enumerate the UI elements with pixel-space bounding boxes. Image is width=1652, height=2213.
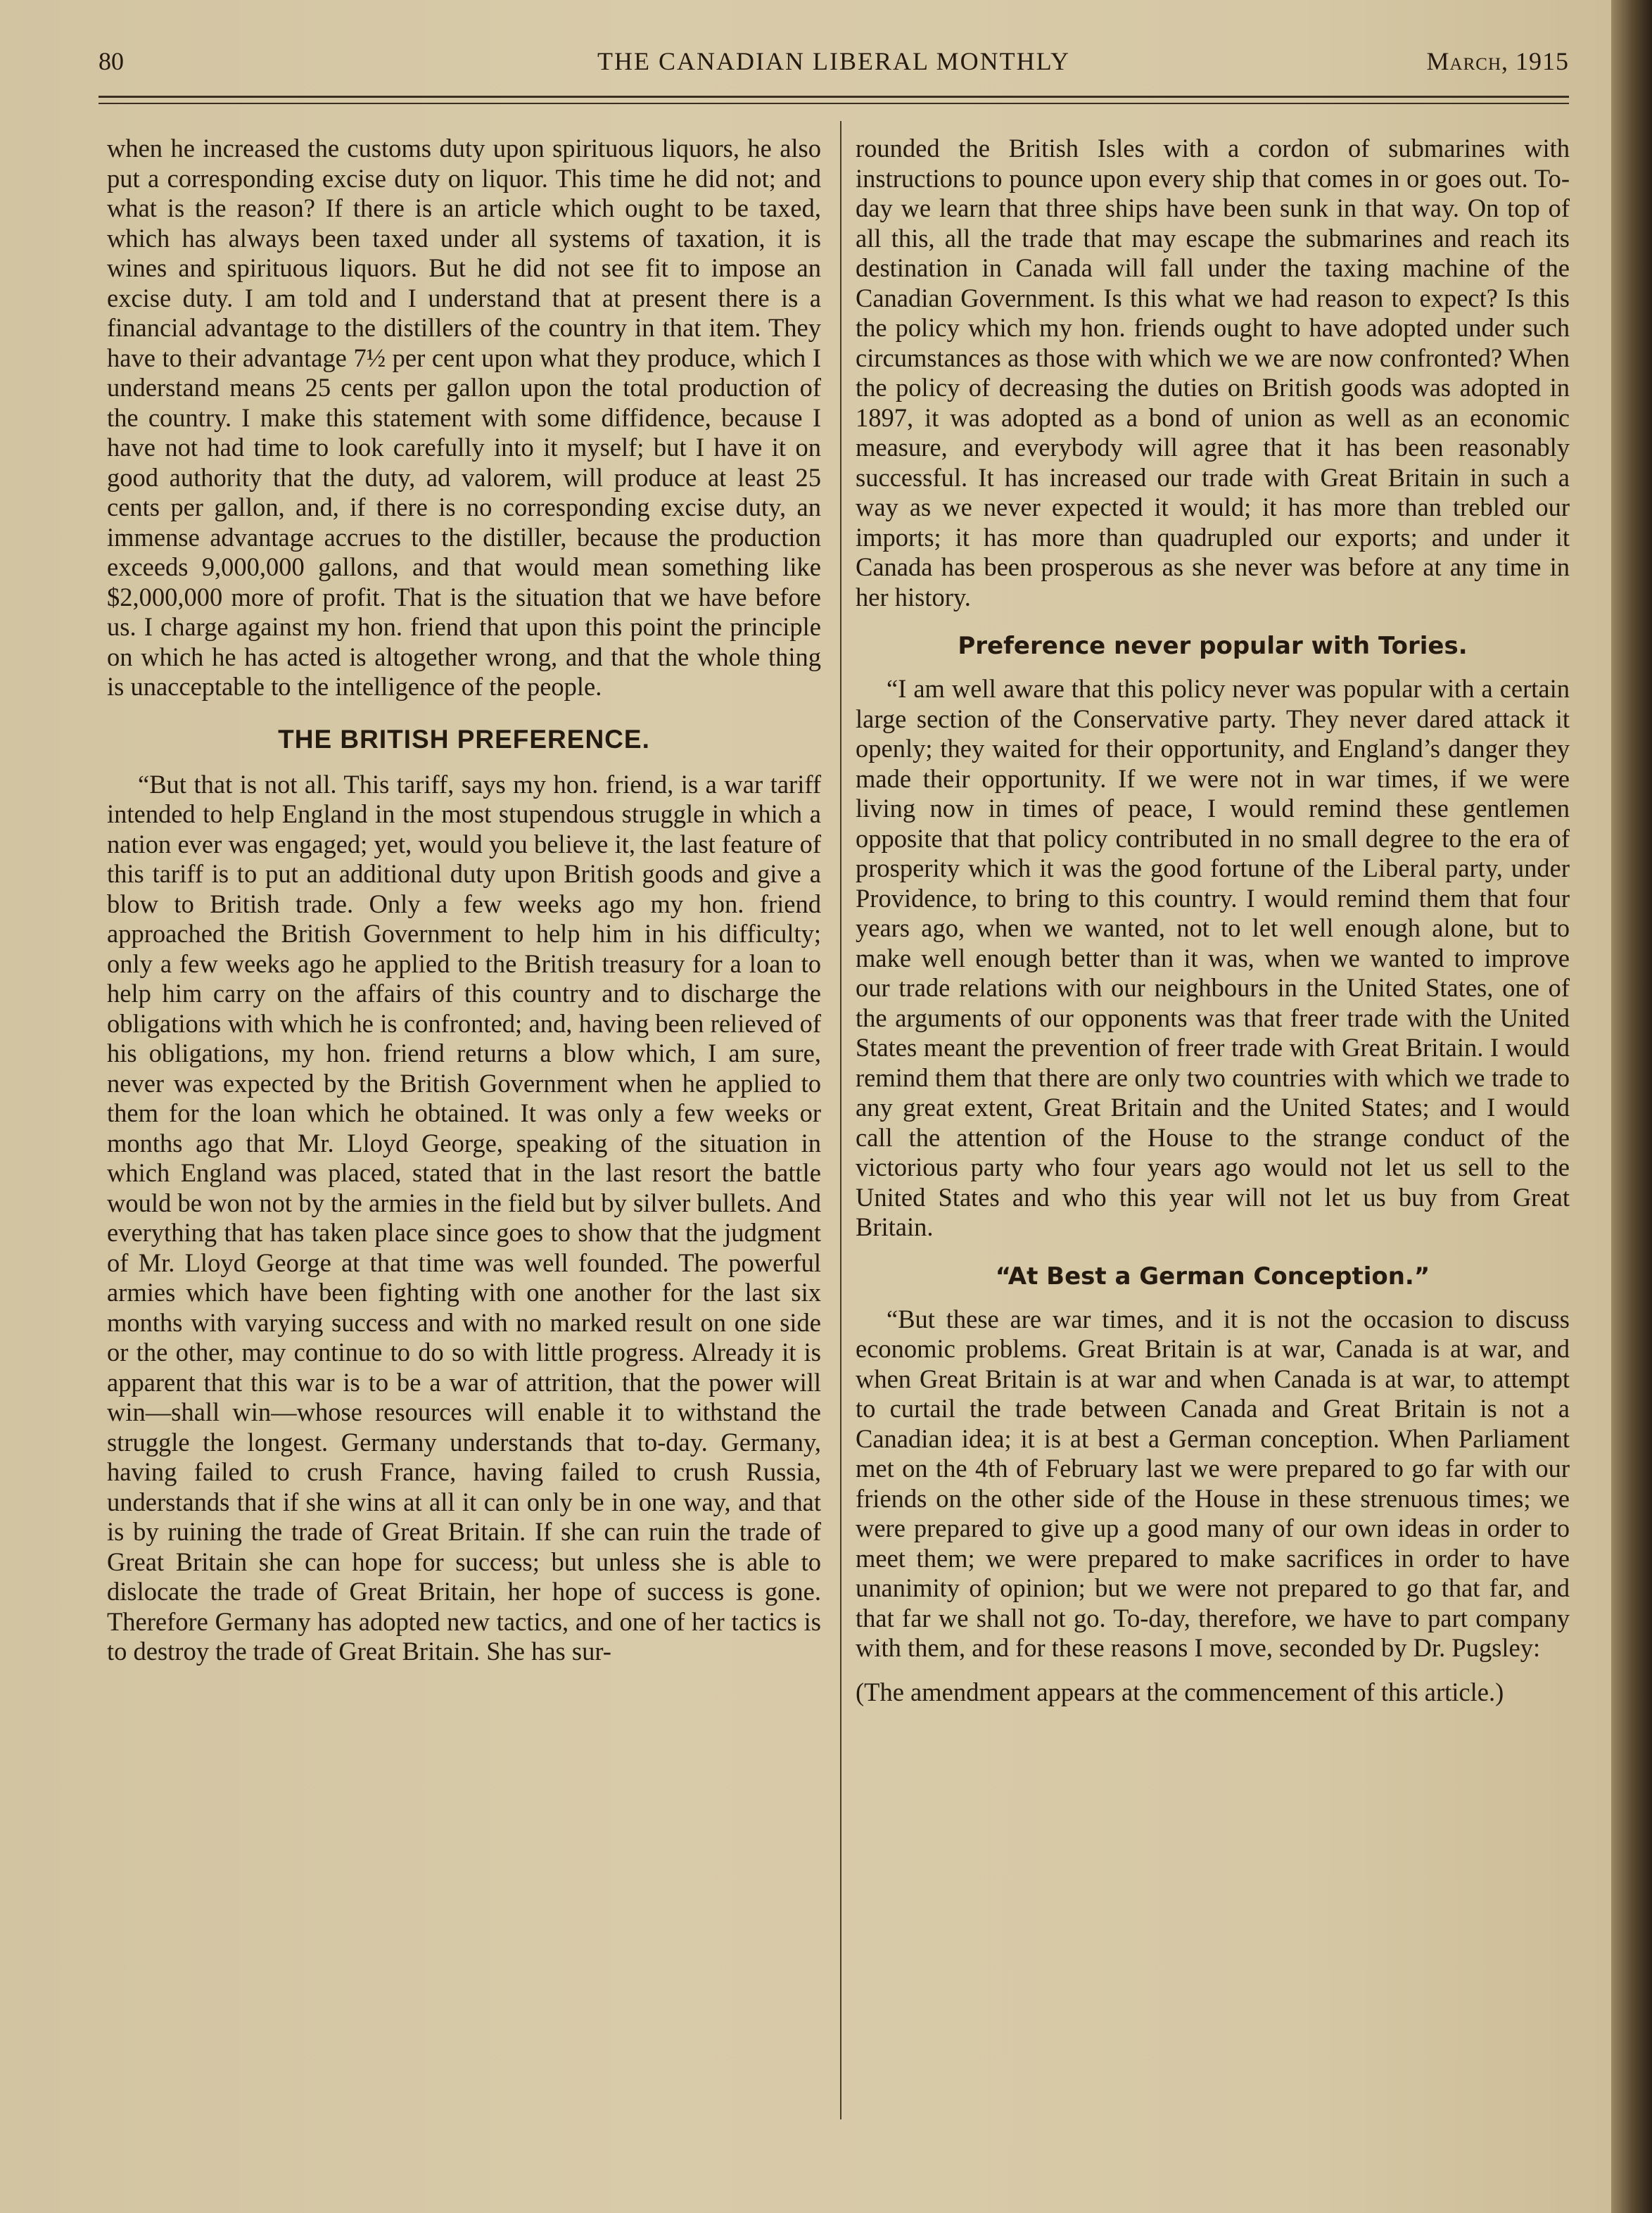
- issue-date: March, 1915: [1426, 47, 1569, 75]
- book-spine-shadow: [1611, 0, 1652, 2213]
- running-header: [99, 46, 1569, 89]
- subheading-german-conception: “At Best a German Conception.”: [995, 1262, 1430, 1291]
- left-column: [107, 134, 821, 1667]
- right-paragraph-3: “But these are war times, and it is not the occasion to discuss economic problems. Great Britain is at war, Canada is at war, and when Great Britain is at war and when Canada is at war, to attempt to curtail the trade between Canada and Great Britain is not a Canadian idea; it is at best a German conception. When Parliament met on the 4th of February last we were prepared to go far with our friends on the other side of the House in these strenuous times; we were prepared to give up a good many of our own ideas in order to meet them; we were prepared to make sacrifices in order to have unanimity of opinion; but we were not prepared to go that far, and that far we shall not go. To-day, therefore, we have to part company with them, and for these reasons I move, seconded by Dr. Pugsley:: [856, 1304, 1570, 1662]
- right-column: [856, 134, 1570, 1707]
- column-divider: [840, 121, 841, 2119]
- header-rule-bottom: [99, 103, 1569, 104]
- header-rule-top: [99, 96, 1569, 98]
- left-paragraph-2: “But that is not all. This tariff, says my hon. friend, is a war tariff intended to help England in the most stupendous struggle in which a nation ever was engaged; yet, would you believe it, the last feature of this tariff is to put an additional duty upon British goods and give a blow to British trade. Only a few weeks ago my hon. friend approached the British Government to help him in his difficulty; only a few weeks ago he applied to the British treasury for a loan to help him carry on the affairs of this country and to discharge the obligations with which he is confronted; and, having been relieved of his obligations, my hon. friend returns a blow which, I am sure, never was expected by the British Government when he applied to them for the loan which he obtained. It was only a few weeks or months ago that Mr. Lloyd George, speaking of the situation in which England was placed, stated that in the last resort the battle would be won not by the armies in the field but by silver bullets. And everything that has taken place since goes to show that the judgment of Mr. Lloyd George at that time was well founded. The powerful armies which have been fighting with one another for the last six months with varying success and with no marked result on one side or the other, may continue to do so with little progress. Already it is apparent that this war is to be a war of attrition, that the power will win—shall win—whose resources will enable it to withstand the struggle the longest. Germany understands that to-day. Germany, having failed to crush France, having failed to crush Russia, understands that if she wins at all it can only be in one way, and that is by ruining the trade of Great Britain. If she can ruin the trade of Great Britain she can hope for success; but unless she is able to dislocate the trade of Great Britain, her hope of success is gone. Therefore Germany has adopted new tactics, and one of her tactics is to destroy the trade of Great Britain. She has sur-: [107, 769, 821, 1666]
- amendment-note: (The amendment appears at the commencement of this article.): [856, 1677, 1504, 1706]
- right-paragraph-2: “I am well aware that this policy never was popular with a certain large section of the Conservative party. They never dared attack it openly; they waited for their opportunity, and England’s danger they made their opportunity. If we were not in war times, if we were living now in times of peace, I would remind these gentlemen opposite that that policy contributed in no small degree to the era of prosperity which it was the good fortune of the Liberal party, under Providence, to bring to this country. I would remind them that four years ago, when we wanted, not to let well enough alone, but to make well enough better than it was, when we wanted to improve our trade relations with our neighbours in the United States, one of the arguments of our opponents was that freer trade with the United States meant the prevention of freer trade with Great Britain. I would remind them that there are only two countries with which we trade to any great extent, Great Britain and the United States; and I would call the attention of the House to the strange conduct of the victorious party who four years ago would not let us sell to the United States and who this year will not let us buy from Great Britain.: [856, 674, 1570, 1241]
- page-number: 80: [99, 47, 124, 75]
- subheading-preference-tories: Preference never popular with Tories.: [958, 632, 1468, 660]
- left-paragraph-1: when he increased the customs duty upon spirituous liquors, he also put a corresponding excise duty on liquor. This time he did not; and what is the reason? If there is an article which ought to be taxed, which has always been taxed under all systems of taxation, it is wines and spirituous liquors. But he did not see fit to impose an excise duty. I am told and I understand that at present there is a financial advantage to the distillers of the country in that item. They have to their advantage 7½ per cent upon what they produce, which I understand means 25 cents per gallon upon the total production of the country. I make this statement with some diffidence, because I have not had time to look carefully into it myself; but I have it on good authority that the duty, ad valorem, will produce at least 25 cents per gallon, and, if there is no corresponding excise duty, an immense advantage accrues to the distiller, because the production exceeds 9,000,000 gallons, and that would mean something like $2,000,000 more of profit. That is the situation that we have before us. I charge against my hon. friend that upon this point the principle on which he has acted is altogether wrong, and that the whole thing is unacceptable to the intelligence of the people.: [107, 134, 821, 701]
- right-paragraph-1: rounded the British Isles with a cordon of submarines with instructions to pounce upon every ship that comes in or goes out. To-day we learn that three ships have been sunk in that way. On top of all this, all the trade that may escape the submarines and reach its destination in Canada will fall under the taxing machine of the Canadian Government. Is this what we had reason to expect? Is this the policy which my hon. friends ought to have adopted under such circumstances as those with which we we are now confronted? When the policy of decreasing the duties on British goods was adopted in 1897, it was adopted as a bond of union as well as an economic measure, and everybody will agree that it has been reasonably successful. It has increased our trade with Great Britain in such a way as we never expected it would; it has more than trebled our imports; it has more than quadrupled our exports; and under it Canada has been prosperous as she never was before at any time in her history.: [856, 134, 1570, 611]
- journal-title: THE CANADIAN LIBERAL MONTHLY: [597, 47, 1070, 75]
- section-heading-british-preference: THE BRITISH PREFERENCE.: [278, 724, 650, 754]
